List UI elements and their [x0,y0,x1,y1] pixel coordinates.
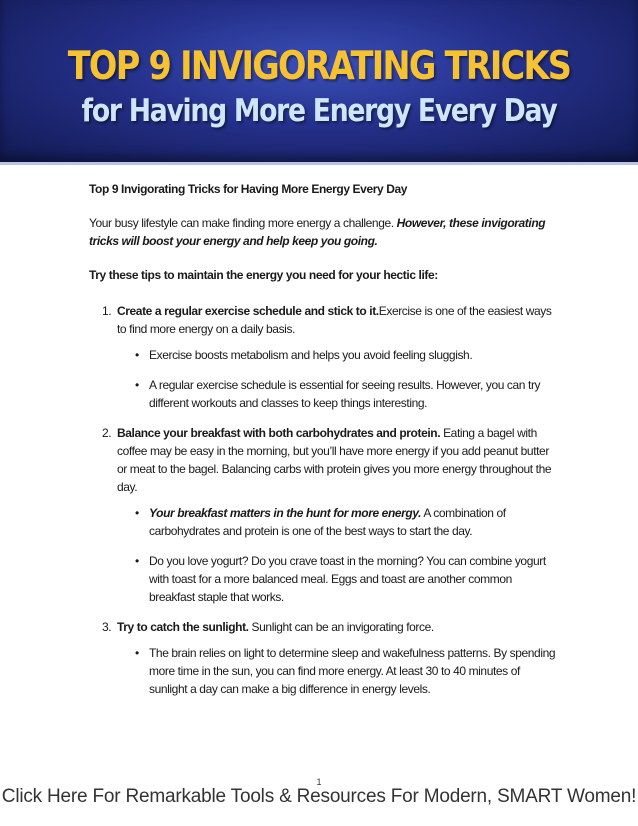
tip-heading: Create a regular exercise schedule and stick to it. [117,304,379,318]
document-body [89,180,559,710]
sub-bullet-text: The brain relies on light to determine sleep and wakefulness patterns. By spending more time in the sun, you can find more energy. At least 30 to 40 minutes of sunlight a day can make a big difference in energy levels. [149,646,556,696]
intro-paragraph [89,214,559,250]
sub-bullet-emphasis: Your breakfast matters in the hunt for more energy. [149,506,422,520]
sub-bullet [117,376,559,412]
tip-number: 2. [102,426,112,440]
tip-number: 1. [102,304,112,318]
sub-bullet [117,346,559,364]
sub-bullet [117,504,559,540]
tip-body: Eating a bagel with coffee may be easy in the morning, but you’ll have more energy if you add peanut butter or meat to the bagel. Balancing carbs with protein gives you more energy throughout the day. [117,426,552,494]
tip-item-1 [89,302,559,412]
bullet-icon: • [135,646,139,660]
sub-bullet-text: A regular exercise schedule is essential for seeing results. However, you can try different workouts and classes to keep things interesting. [149,378,541,410]
document-title: Top 9 Invigorating Tricks for Having More Energy Every Day [89,182,408,196]
sub-bullet-text: Do you love yogurt? Do you crave toast in the morning? You can combine yogurt with toast for a more balanced meal. Eggs and toast are another common breakfast staple that works. [149,554,546,604]
tip-sublist [117,644,559,698]
tips-list [89,302,559,698]
bullet-icon: • [135,506,139,520]
tip-body: Sunlight can be an invigorating force. [248,620,434,634]
sub-bullet-text: A combination of carbohydrates and protein is one of the best ways to start the day. [149,506,506,538]
tip-item-2 [89,424,559,606]
sub-bullet [117,552,559,606]
footer-resources-link[interactable]: Click Here For Remarkable Tools & Resources For Modern, SMART Women! [1,786,637,807]
tip-sublist [117,504,559,606]
tip-number: 3. [102,620,112,634]
header-banner [0,0,638,165]
intro-emphasis: However, these invigorating tricks will boost your energy and help keep you going. [89,216,546,248]
page-number: 1 [316,777,322,787]
tip-heading: Try to catch the sunlight. [117,620,249,634]
sub-bullet [117,644,559,698]
tip-sublist [117,346,559,412]
banner-subtitle: for Having More Energy Every Day [81,93,557,129]
bullet-icon: • [135,378,139,392]
lead-sentence: Try these tips to maintain the energy you need for your hectic life: [89,268,438,282]
tip-item-3 [89,618,559,698]
bullet-icon: • [135,348,139,362]
sub-bullet-text: Exercise boosts metabolism and helps you avoid feeling sluggish. [149,348,473,362]
intro-text: Your busy lifestyle can make finding more energy a challenge. [89,216,397,230]
banner-title: TOP 9 INVIGORATING TRICKS [67,44,571,89]
tip-heading: Balance your breakfast with both carbohydrates and protein. [117,426,441,440]
bullet-icon: • [135,554,139,568]
tip-body: Exercise is one of the easiest ways to find more energy on a daily basis. [117,304,552,336]
